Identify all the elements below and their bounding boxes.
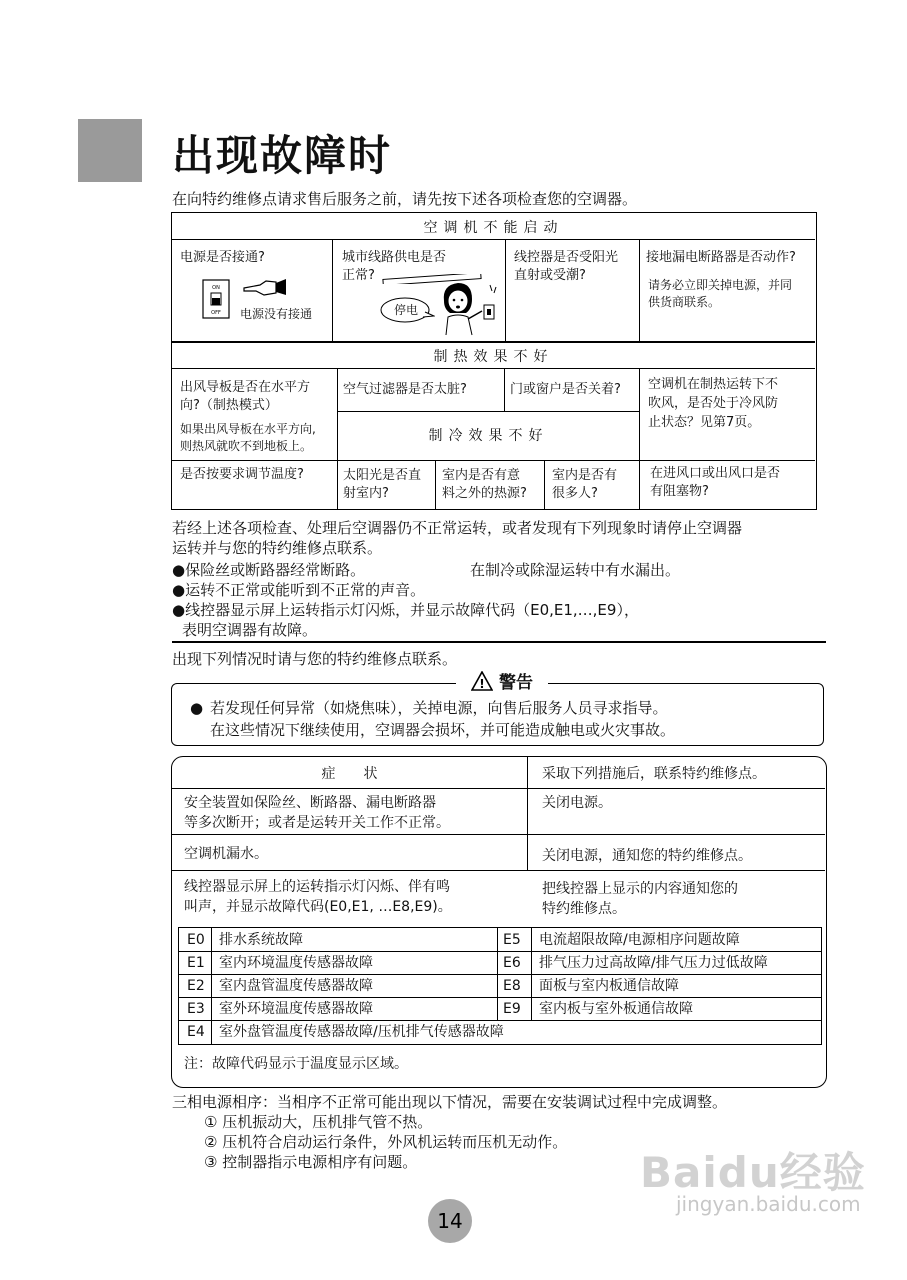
- action-row1: 关闭电源。: [542, 795, 612, 811]
- symptom-row3-line1: 线控器显示屏上的运转指示灯闪烁、伴有鸣: [184, 879, 450, 895]
- notice-bullet-code: ●线控器显示屏上运转指示灯闪烁，并显示故障代码（E0,E1,…,E9），: [172, 601, 639, 619]
- code-e4-desc: 室外盘管温度传感器故障/压机排气传感器故障: [219, 1024, 504, 1040]
- switch-on-label: ON: [212, 285, 220, 291]
- check-table: [171, 212, 817, 510]
- section-divider: [172, 641, 826, 643]
- code-e2: E2: [187, 978, 205, 994]
- switch-off-label: OFF: [211, 310, 221, 316]
- power-switch-illustration: [202, 279, 230, 319]
- code-e3: E3: [187, 1001, 205, 1017]
- warning-line2: 在这些情况下继续使用，空调器会损坏，并可能造成触电或火灾事故。: [210, 721, 676, 739]
- code-e6: E6: [503, 955, 521, 971]
- page-title: 出现故障时: [172, 131, 393, 180]
- no-start-header: 空调机不能启动: [423, 220, 564, 236]
- code-e8-desc: 面板与室内板通信故障: [539, 978, 679, 994]
- code-e2-desc: 室内盘管温度传感器故障: [219, 978, 373, 994]
- watermark-url: jingyan.baidu.com: [676, 1192, 861, 1216]
- code-e3-desc: 室外环境温度传感器故障: [219, 1001, 373, 1017]
- louver-note-line2: 则热风就吹不到地板上。: [180, 439, 313, 453]
- remote-sun-line1: 线控器是否受阳光: [514, 250, 619, 265]
- notice-bullet-leak: 在制冷或除湿运转中有水漏出。: [470, 561, 681, 579]
- notice-bullet-code-cont: 表明空调器有故障。: [182, 621, 318, 639]
- notice-bullet-fuse: ●保险丝或断路器经常断路。: [172, 561, 366, 579]
- outage-bubble-text: 停电: [394, 303, 419, 317]
- people-line2: 很多人?: [552, 486, 598, 501]
- vent-line2: 有阻塞物?: [650, 484, 709, 499]
- breaker-note-line1: 请务必立即关掉电源，并同: [648, 278, 793, 292]
- code-e9: E9: [503, 1001, 521, 1017]
- fluorescent-lamp-icon: [382, 269, 482, 279]
- pointing-hand-icon: [242, 275, 288, 301]
- action-row2: 关闭电源，通知您的特约维修点。: [542, 848, 752, 864]
- people-line1: 室内是否有: [552, 468, 618, 483]
- breaker-note-line2: 供货商联系。: [648, 295, 721, 309]
- phase-intro: 三相电源相序：当相序不正常可能出现以下情况，需要在安装调试过程中完成调整。: [172, 1093, 728, 1111]
- warning-triangle-icon: [471, 671, 493, 691]
- code-e0-desc: 排水系统故障: [219, 932, 303, 948]
- symptom-row2: 空调机漏水。: [184, 846, 268, 862]
- symptom-column-header: 症 状: [321, 766, 378, 782]
- vent-line1: 在进风口或出风口是否: [650, 466, 781, 481]
- error-code-table: [178, 927, 822, 1045]
- city-power-line2: 正常?: [342, 268, 375, 283]
- warning-line1: 若发现任何异常（如烧焦味），关掉电源，向售后服务人员寻求指导。: [210, 699, 668, 717]
- warning-mark: !: [479, 677, 485, 691]
- sun-line2: 射室内?: [343, 486, 389, 501]
- cool-header: 制冷效果不好: [428, 428, 549, 444]
- warning-title-text: 警告: [498, 673, 533, 693]
- heat-source-line1: 室内是否有意: [442, 468, 521, 483]
- section-marker: [78, 119, 142, 182]
- antiwind-line2: 吹风，是否处于冷风防: [648, 396, 779, 411]
- code-e4: E4: [187, 1024, 205, 1040]
- louver-line2: 向?（制热模式）: [180, 398, 278, 413]
- action-row3-line1: 把线控器上显示的内容通知您的: [542, 881, 738, 897]
- code-e9-desc: 室内板与室外板通信故障: [539, 1001, 693, 1017]
- city-power-line1: 城市线路供电是否: [342, 250, 447, 265]
- phase-item-1: ① 压机振动大，压机排气管不热。: [204, 1113, 433, 1131]
- notice-bullet-noise: ●运转不正常或能听到不正常的声音。: [172, 581, 426, 599]
- heat-source-line2: 料之外的热源?: [442, 486, 527, 501]
- symptom-row1-line2: 等多次断开；或者是运转开关工作不正常。: [184, 815, 450, 831]
- code-e5-desc: 电流超限故障/电源相序问题故障: [539, 932, 740, 948]
- code-e1: E1: [187, 955, 205, 971]
- louver-note-line1: 如果出风导板在水平方向,: [180, 422, 316, 436]
- contact-line: 出现下列情况时请与您的特约维修点联系。: [172, 650, 458, 668]
- antiwind-line1: 空调机在制热运转下不: [648, 377, 779, 392]
- intro-text: 在向特约维修点请求售后服务之前，请先按下述各项检查您的空调器。: [172, 190, 638, 208]
- code-e0: E0: [187, 932, 205, 948]
- code-note: 注：故障代码显示于温度显示区域。: [184, 1056, 408, 1072]
- page-number: 14: [428, 1199, 472, 1243]
- heat-header: 制热效果不好: [433, 349, 554, 365]
- stop-notice-line2: 运转并与您的特约维修点联系。: [172, 539, 383, 557]
- code-e8: E8: [503, 978, 521, 994]
- filter-question: 空气过滤器是否太脏?: [343, 382, 467, 397]
- code-e6-desc: 排气压力过高故障/排气压力过低故障: [539, 955, 768, 971]
- code-e5: E5: [503, 932, 521, 948]
- code-e1-desc: 室内环境温度传感器故障: [219, 955, 373, 971]
- power-not-connected-label: 电源没有接通: [240, 307, 313, 321]
- phase-item-3: ③ 控制器指示电源相序有问题。: [204, 1153, 418, 1171]
- action-row3-line2: 特约维修点。: [542, 901, 626, 917]
- sun-line1: 太阳光是否直: [343, 468, 422, 483]
- warning-title: [456, 668, 548, 696]
- louver-line1: 出风导板是否在水平方: [180, 380, 311, 395]
- warning-bullet: ●: [190, 699, 204, 717]
- antiwind-line3: 止状态？见第7页。: [648, 415, 761, 430]
- power-connected-question: 电源是否接通?: [180, 250, 265, 265]
- door-question: 门或窗户是否关着?: [510, 382, 621, 397]
- confused-woman-illustration: [436, 279, 500, 337]
- phase-item-2: ② 压机符合启动运行条件，外风机运转而压机无动作。: [204, 1133, 568, 1151]
- stop-notice-line1: 若经上述各项检查、处理后空调器仍不正常运转，或者发现有下列现象时请停止空调器: [172, 519, 743, 537]
- symptom-row1-line1: 安全装置如保险丝、断路器、漏电断路器: [184, 795, 436, 811]
- action-column-header: 采取下列措施后，联系特约维修点。: [542, 766, 766, 782]
- watermark-brand: Baidu经验: [640, 1148, 866, 1197]
- symptom-row3-line2: 叫声，并显示故障代码(E0,E1, …E8,E9)。: [184, 899, 452, 915]
- remote-sun-line2: 直射或受潮?: [514, 268, 586, 283]
- temp-question: 是否按要求调节温度?: [180, 467, 304, 482]
- breaker-question: 接地漏电断路器是否动作?: [646, 250, 796, 265]
